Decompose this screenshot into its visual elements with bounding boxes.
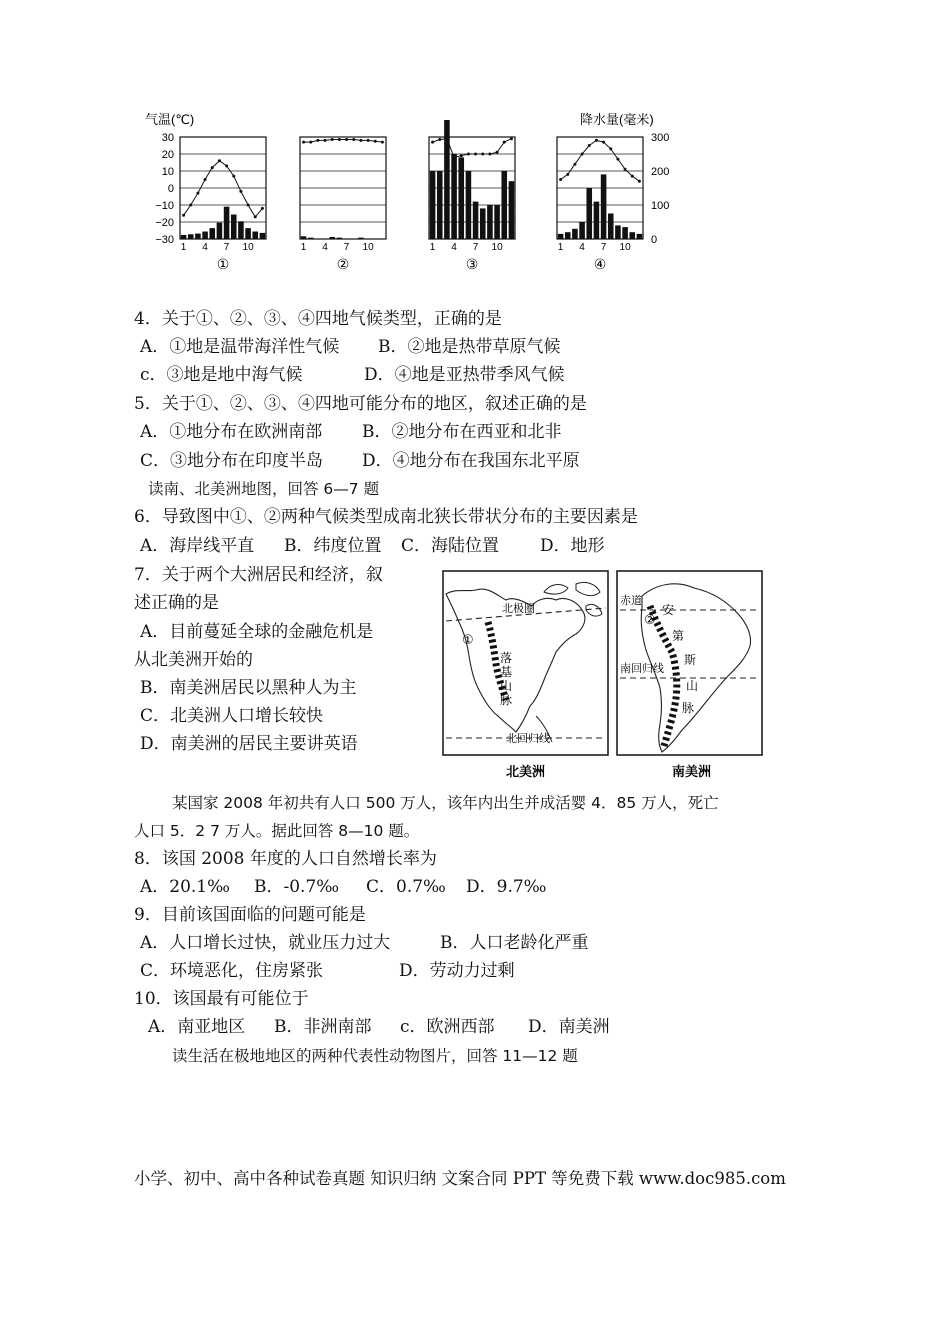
temperature-point <box>588 144 591 147</box>
precipitation-bar <box>437 171 443 239</box>
temperature-tick-label: 20 <box>161 149 174 161</box>
q5-option-c: C．③地分布在印度半岛 <box>140 451 324 471</box>
intro-8-10-line1: 某国家 2008 年初共有人口 500 万人，该年内出生并成活婴 4．85 万人，死亡 <box>172 794 719 812</box>
precipitation-bar <box>337 238 343 239</box>
q7-stem-line1: 7．关于两个大洲居民和经济，叙 <box>134 565 383 585</box>
temperature-point <box>204 178 207 181</box>
q5-option-a: A．①地分布在欧洲南部 <box>140 422 323 442</box>
intro-11-12: 读生活在极地地区的两种代表性动物图片，回答 11—12 题 <box>172 1047 578 1065</box>
precipitation-tick-label: 200 <box>651 166 670 178</box>
temperature-point <box>352 138 355 141</box>
precipitation-bar <box>572 229 578 239</box>
tropic-of-cancer-label: 北回归线 <box>506 733 550 745</box>
q7-option-b: B．南美洲居民以黑种人为主 <box>140 678 357 698</box>
precipitation-bar <box>473 202 479 239</box>
precipitation-bar <box>565 232 571 239</box>
precipitation-bar <box>615 225 621 239</box>
precipitation-bar <box>622 227 628 239</box>
rocky-char-4: 脉 <box>500 693 513 707</box>
q7-option-a-line1: A．目前蔓延全球的金融危机是 <box>140 622 374 642</box>
temperature-point <box>381 141 384 144</box>
precipitation-axis-label: 降水量(毫米) <box>580 112 654 127</box>
month-tick-label: 4 <box>579 242 585 253</box>
q4-option-d: D．④地是亚热带季风气候 <box>364 365 565 385</box>
precipitation-bar <box>430 171 436 239</box>
south-america-caption: 南美洲 <box>672 764 712 779</box>
climate-chart-4 <box>557 137 643 272</box>
precipitation-bar <box>308 238 314 239</box>
month-tick-label: 1 <box>557 242 564 253</box>
month-tick-label: 10 <box>619 242 631 253</box>
precipitation-bar <box>509 181 515 239</box>
month-tick-label: 1 <box>429 242 436 253</box>
temperature-point <box>602 141 605 144</box>
temperature-point <box>566 173 569 176</box>
north-america-caption: 北美洲 <box>506 764 546 779</box>
q9-option-c: C．环境恶化，住房紧张 <box>140 961 324 981</box>
q10-option-a: A．南亚地区 <box>148 1017 246 1037</box>
month-tick-label: 10 <box>242 242 254 253</box>
north-america-map <box>443 571 608 779</box>
chart-number-label: ① <box>216 256 230 272</box>
tropic-of-capricorn-label: 南回归线 <box>620 663 664 675</box>
q7-option-c: C．北美洲人口增长较快 <box>140 706 324 726</box>
month-tick-label: 10 <box>491 242 503 253</box>
climate-chart-3 <box>429 120 515 272</box>
q6-option-c: C．海陆位置 <box>401 536 500 556</box>
south-america-map <box>617 571 762 779</box>
americas-maps <box>436 566 766 782</box>
precipitation-bar <box>224 207 230 239</box>
q6-option-a: A．海岸线平直 <box>140 536 255 556</box>
temperature-point <box>225 164 228 167</box>
temperature-tick-label: 30 <box>161 132 174 144</box>
q4-option-b: B．②地是热带草原气候 <box>378 337 561 357</box>
q6-stem: 6．导致图中①、②两种气候类型成南北狭长带状分布的主要因素是 <box>134 507 638 527</box>
precipitation-bar <box>217 223 223 239</box>
precipitation-bar <box>608 214 614 240</box>
month-tick-label: 7 <box>600 242 607 253</box>
chart-number-label: ④ <box>593 256 607 272</box>
precipitation-bar <box>594 202 600 239</box>
temperature-point <box>496 151 499 154</box>
rocky-char-1: 落 <box>500 651 513 665</box>
temperature-point <box>616 158 619 161</box>
precipitation-bar <box>238 221 244 239</box>
temperature-point <box>367 139 370 142</box>
q10-option-d: D．南美洲 <box>528 1017 610 1037</box>
precipitation-bar <box>494 205 500 239</box>
temperature-point <box>309 141 312 144</box>
precipitation-bar <box>629 232 635 239</box>
precipitation-bar <box>637 234 643 239</box>
andes-char-4: 山 <box>686 679 699 693</box>
precipitation-bar <box>501 171 507 239</box>
temperature-point <box>345 138 348 141</box>
precipitation-bar <box>458 157 464 239</box>
precipitation-bar <box>301 236 307 239</box>
month-tick-label: 7 <box>472 242 479 253</box>
q8-stem: 8．该国 2008 年度的人口自然增长率为 <box>134 849 437 869</box>
precipitation-bar <box>195 234 201 239</box>
q4-stem: 4．关于①、②、③、④四地气候类型，正确的是 <box>134 309 502 329</box>
temperature-point <box>261 207 264 210</box>
temperature-point <box>316 139 319 142</box>
temperature-tick-label: 0 <box>167 183 174 195</box>
chart-number-label: ③ <box>465 256 479 272</box>
precipitation-bar <box>358 238 364 239</box>
climate-chart-1 <box>180 137 266 272</box>
month-tick-label: 4 <box>451 242 457 253</box>
precipitation-bar <box>231 215 237 239</box>
temperature-point <box>581 153 584 156</box>
month-tick-label: 1 <box>180 242 187 253</box>
q10-option-c: c．欧洲西部 <box>400 1017 495 1037</box>
q4-option-a: A．①地是温带海洋性气候 <box>140 337 340 357</box>
q10-option-b: B．非洲南部 <box>274 1017 372 1037</box>
arctic-circle-label: 北极圈 <box>502 603 535 615</box>
q7-option-d: D．南美洲的居民主要讲英语 <box>140 734 358 754</box>
q9-option-a: A．人口增长过快，就业压力过大 <box>140 933 391 953</box>
precipitation-bar <box>487 205 493 239</box>
q8-option-a: A．20.1‰ <box>140 877 230 897</box>
chart-number-label: ② <box>336 256 350 272</box>
precipitation-bar <box>260 233 266 239</box>
temperature-point <box>189 204 192 207</box>
temperature-point <box>573 163 576 166</box>
precipitation-bar <box>209 228 215 239</box>
q8-option-b: B．-0.7‰ <box>254 877 340 897</box>
q6-option-b: B．纬度位置 <box>284 536 382 556</box>
month-tick-label: 10 <box>362 242 374 253</box>
q10-stem: 10．该国最有可能位于 <box>134 989 309 1009</box>
temperature-point <box>182 214 185 217</box>
month-tick-label: 7 <box>223 242 230 253</box>
temperature-point <box>247 204 250 207</box>
temperature-point <box>338 138 341 141</box>
temperature-point <box>474 153 477 156</box>
intro-6-7: 读南、北美洲地图，回答 6—7 题 <box>148 480 380 498</box>
precipitation-bar <box>188 234 194 239</box>
month-tick-label: 4 <box>202 242 208 253</box>
temperature-point <box>609 147 612 150</box>
temperature-point <box>211 166 214 169</box>
precipitation-tick-labels <box>651 132 669 246</box>
q6-option-d: D．地形 <box>540 536 605 556</box>
temperature-point <box>331 138 334 141</box>
temperature-tick-label: −10 <box>155 200 174 212</box>
temperature-point <box>431 141 434 144</box>
temperature-point <box>239 190 242 193</box>
precipitation-bar <box>601 174 607 239</box>
temperature-point <box>359 139 362 142</box>
precipitation-bar <box>252 232 258 239</box>
temperature-point <box>488 153 491 156</box>
q7-option-a-line2: 从北美洲开始的 <box>134 650 253 670</box>
south-climate-mark: ② <box>644 612 656 627</box>
andes-char-5: 脉 <box>682 701 695 715</box>
chart-panels <box>180 120 643 272</box>
temperature-point <box>302 141 305 144</box>
precipitation-tick-label: 0 <box>651 234 658 246</box>
temperature-point <box>503 141 506 144</box>
temperature-tick-label: −20 <box>155 217 174 229</box>
temperature-point <box>595 139 598 142</box>
precipitation-bar <box>586 188 592 239</box>
temperature-point <box>374 140 377 143</box>
andes-char-3: 斯 <box>684 653 697 667</box>
temperature-point <box>467 153 470 156</box>
q9-stem: 9．目前该国面临的问题可能是 <box>134 905 366 925</box>
q5-stem: 5．关于①、②、③、④四地可能分布的地区，叙述正确的是 <box>134 394 587 414</box>
temperature-point <box>481 153 484 156</box>
q8-option-d: D．9.7‰ <box>466 877 547 897</box>
climate-charts <box>140 105 700 275</box>
andes-char-1: 安 <box>662 603 675 617</box>
temperature-point <box>254 215 257 218</box>
month-tick-label: 7 <box>343 242 350 253</box>
temperature-point <box>438 138 441 141</box>
precipitation-bar <box>245 228 251 239</box>
temperature-point <box>559 178 562 181</box>
precipitation-bar <box>329 237 335 239</box>
andes-char-2: 第 <box>672 629 685 643</box>
q5-option-d: D．④地分布在我国东北平原 <box>362 451 580 471</box>
month-tick-label: 1 <box>300 242 307 253</box>
q7-stem-line2: 述正确的是 <box>134 593 219 613</box>
precipitation-bar <box>202 232 208 239</box>
q9-option-d: D．劳动力过剩 <box>399 961 515 981</box>
temperature-point <box>453 156 456 159</box>
precipitation-bar <box>181 235 187 239</box>
temperature-point <box>196 192 199 195</box>
temperature-tick-label: 10 <box>161 166 174 178</box>
rocky-char-2: 基 <box>500 665 513 679</box>
precipitation-bar <box>466 171 472 239</box>
q8-option-c: C．0.7‰ <box>366 877 446 897</box>
precipitation-bar <box>480 208 486 239</box>
rocky-char-3: 山 <box>500 679 513 693</box>
temperature-point <box>445 137 448 140</box>
q5-option-b: B．②地分布在西亚和北非 <box>362 422 562 442</box>
equator-label: 赤道 <box>620 595 642 607</box>
north-climate-mark: ① <box>462 632 474 647</box>
temperature-tick-label: −30 <box>155 234 174 246</box>
temperature-point <box>510 137 513 140</box>
temperature-point <box>638 180 641 183</box>
q9-option-b: B．人口老龄化严重 <box>440 933 589 953</box>
temperature-point <box>631 175 634 178</box>
precipitation-bar <box>558 234 564 239</box>
intro-8-10-line2: 人口 5．2 7 万人。据此回答 8—10 题。 <box>134 822 420 840</box>
precipitation-bar <box>451 154 457 239</box>
q4-option-c: c．③地是地中海气候 <box>140 365 303 385</box>
temperature-axis-label: 气温(℃) <box>145 112 195 127</box>
month-tick-label: 4 <box>322 242 328 253</box>
temperature-point <box>232 175 235 178</box>
temperature-point <box>624 168 627 171</box>
precipitation-bar <box>579 222 585 239</box>
precipitation-tick-label: 300 <box>651 132 670 144</box>
climate-chart-2 <box>300 137 386 272</box>
temperature-point <box>460 154 463 157</box>
temperature-point <box>218 159 221 162</box>
footer-text: 小学、初中、高中各种试卷真题 知识归纳 文案合同 PPT 等免费下载 www.doc985.com <box>134 1169 786 1188</box>
temperature-point <box>324 139 327 142</box>
precipitation-tick-label: 100 <box>651 200 670 212</box>
temperature-tick-labels <box>155 132 174 246</box>
